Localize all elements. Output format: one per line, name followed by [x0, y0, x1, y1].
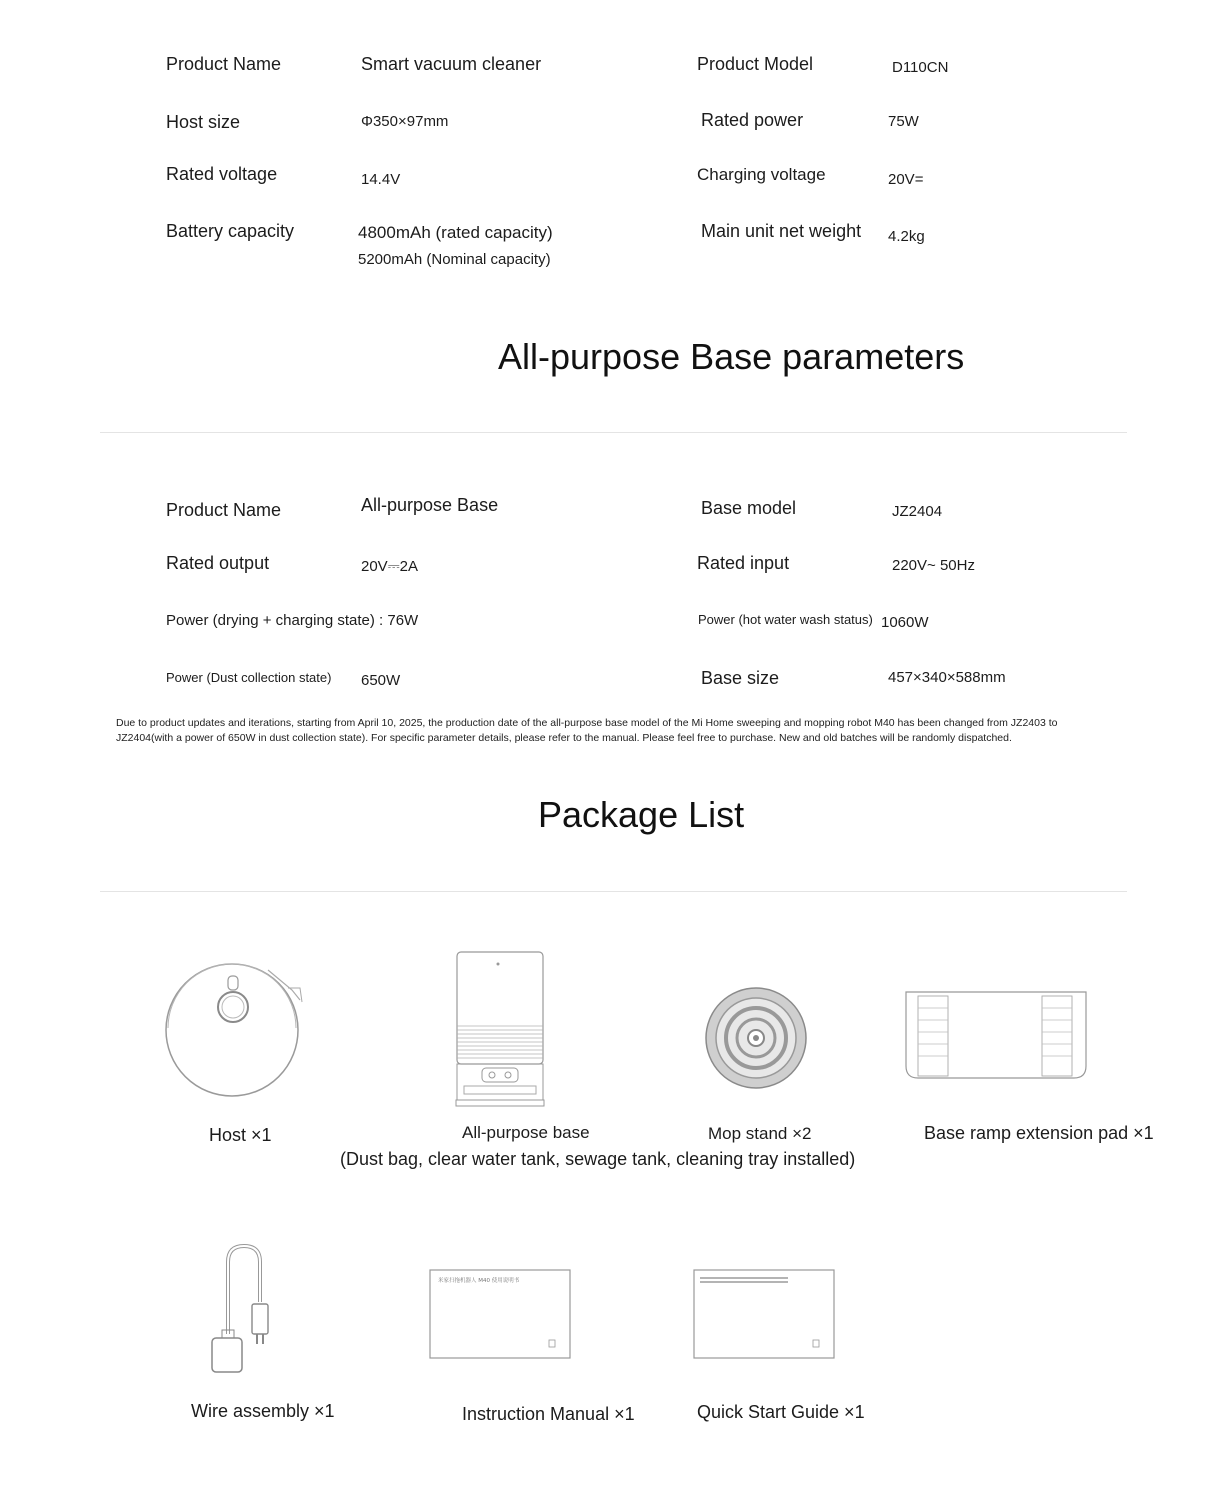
product-name-label: Product Name: [166, 54, 282, 74]
rated-power-value: 75W: [888, 113, 919, 130]
net-weight-label: Main unit net weight: [701, 221, 862, 241]
package-item-label: Wire assembly ×1: [191, 1401, 335, 1421]
net-weight-value: 4.2kg: [888, 228, 925, 245]
rated-input-label: Rated input: [697, 553, 790, 573]
product-name-value: Smart vacuum cleaner: [361, 54, 542, 74]
base-product-name-value: All-purpose Base: [361, 495, 499, 515]
guide-icon: [692, 1268, 838, 1362]
power-drying-label: Power (drying + charging state) : 76W: [166, 612, 419, 629]
rated-power-label: Rated power: [701, 110, 804, 130]
ramp-pad-icon: [902, 986, 1092, 1082]
package-item-label: Base ramp extension pad ×1: [924, 1123, 1154, 1143]
rated-input-value: 220V~ 50Hz: [892, 557, 975, 574]
base-size-label: Base size: [701, 668, 780, 688]
package-title: Package List: [538, 794, 745, 835]
power-cord-icon: [206, 1242, 276, 1378]
package-item-label: Mop stand ×2: [708, 1124, 812, 1143]
package-item-label: All-purpose base: [462, 1123, 590, 1142]
mop-pad-icon: [704, 986, 810, 1092]
charging-voltage-value: 20V=: [888, 171, 924, 188]
base-section-title: All-purpose Base parameters: [498, 336, 965, 377]
package-item-label: Quick Start Guide ×1: [697, 1402, 865, 1422]
package-item-label: Instruction Manual ×1: [462, 1404, 635, 1424]
manual-cover-text: 米家扫拖机器人 M40 使用说明书: [438, 1278, 520, 1284]
power-dust-label: Power (Dust collection state): [166, 670, 332, 685]
battery-rated-value: 4800mAh (rated capacity): [358, 223, 553, 242]
battery-nominal-value: 5200mAh (Nominal capacity): [358, 251, 551, 268]
rated-voltage-value: 14.4V: [361, 171, 401, 188]
section-divider: [100, 891, 1127, 892]
base-station-icon: [452, 950, 548, 1110]
power-dust-value: 650W: [361, 672, 401, 689]
base-product-name-label: Product Name: [166, 500, 282, 520]
base-model-label: Base model: [701, 498, 797, 518]
host-size-label: Host size: [166, 112, 241, 132]
update-notice: Due to product updates and iterations, starting from April 10, 2025, the production date of the all-purpose base model of the Mi Home sweeping and mopping robot M40 has been changed from JZ2403 to JZ2404(with a power of 650W in dust collection state). For specific parameter details, please refer to the manual. Please feel free to purchase. New and old batches will be randomly dispatched.: [116, 717, 1058, 744]
battery-capacity-label: Battery capacity: [166, 221, 295, 241]
host-size-value: Φ350×97mm: [361, 113, 449, 130]
power-hot-water-value: 1060W: [881, 614, 929, 631]
rated-output-value: 20V⎓2A: [361, 558, 419, 575]
rated-voltage-label: Rated voltage: [166, 164, 278, 184]
section-divider: [100, 432, 1127, 433]
package-item-label: Host ×1: [209, 1125, 272, 1145]
manual-icon: [428, 1268, 574, 1362]
package-item-sublabel: (Dust bag, clear water tank, sewage tank, cleaning tray installed): [340, 1149, 856, 1169]
product-model-value: D110CN: [892, 59, 949, 76]
power-hot-water-label: Power (hot water wash status): [698, 612, 873, 627]
charging-voltage-label: Charging voltage: [697, 165, 826, 184]
base-size-value: 457×340×588mm: [888, 669, 1006, 686]
rated-output-label: Rated output: [166, 553, 270, 573]
base-model-value: JZ2404: [892, 503, 943, 520]
robot-vacuum-icon: [160, 958, 310, 1103]
product-model-label: Product Model: [697, 54, 814, 74]
